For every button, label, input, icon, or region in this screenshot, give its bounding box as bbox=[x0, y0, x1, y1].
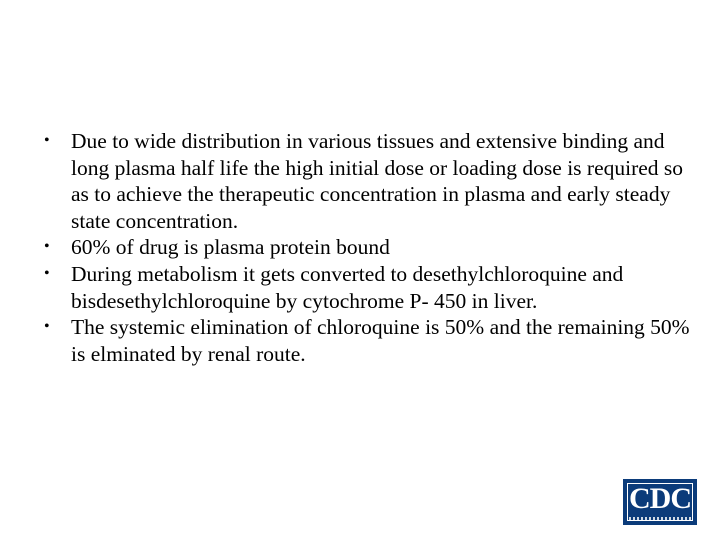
logo-fine-print bbox=[629, 517, 691, 520]
bullet-item bbox=[44, 234, 694, 261]
bullet-item bbox=[44, 261, 694, 314]
bullet-marker: • bbox=[44, 238, 50, 256]
bullet-marker: • bbox=[44, 264, 50, 282]
bullet-text: Due to wide distribution in various tissues and extensive binding and long plasma half life the high initial dose or loading dose is required so as to achieve the therapeutic concentration in plasma and early steady state concentration. bbox=[71, 129, 684, 233]
bullet-list bbox=[44, 128, 694, 367]
bullet-item bbox=[44, 314, 694, 367]
logo-text: CDC bbox=[629, 482, 691, 515]
cdc-logo bbox=[623, 479, 697, 525]
bullet-text: 60% of drug is plasma protein bound bbox=[71, 235, 390, 260]
bullet-marker: • bbox=[44, 318, 50, 336]
bullet-text: The systemic elimination of chloroquine is 50% and the remaining 50% is elminated by renal route. bbox=[71, 315, 690, 366]
bullet-item bbox=[44, 128, 694, 234]
bullet-marker: • bbox=[44, 132, 50, 149]
bullet-text: During metabolism it gets converted to desethylchloroquine and bisdesethylchloroquine by cytochrome P- 450 in liver. bbox=[71, 261, 624, 313]
